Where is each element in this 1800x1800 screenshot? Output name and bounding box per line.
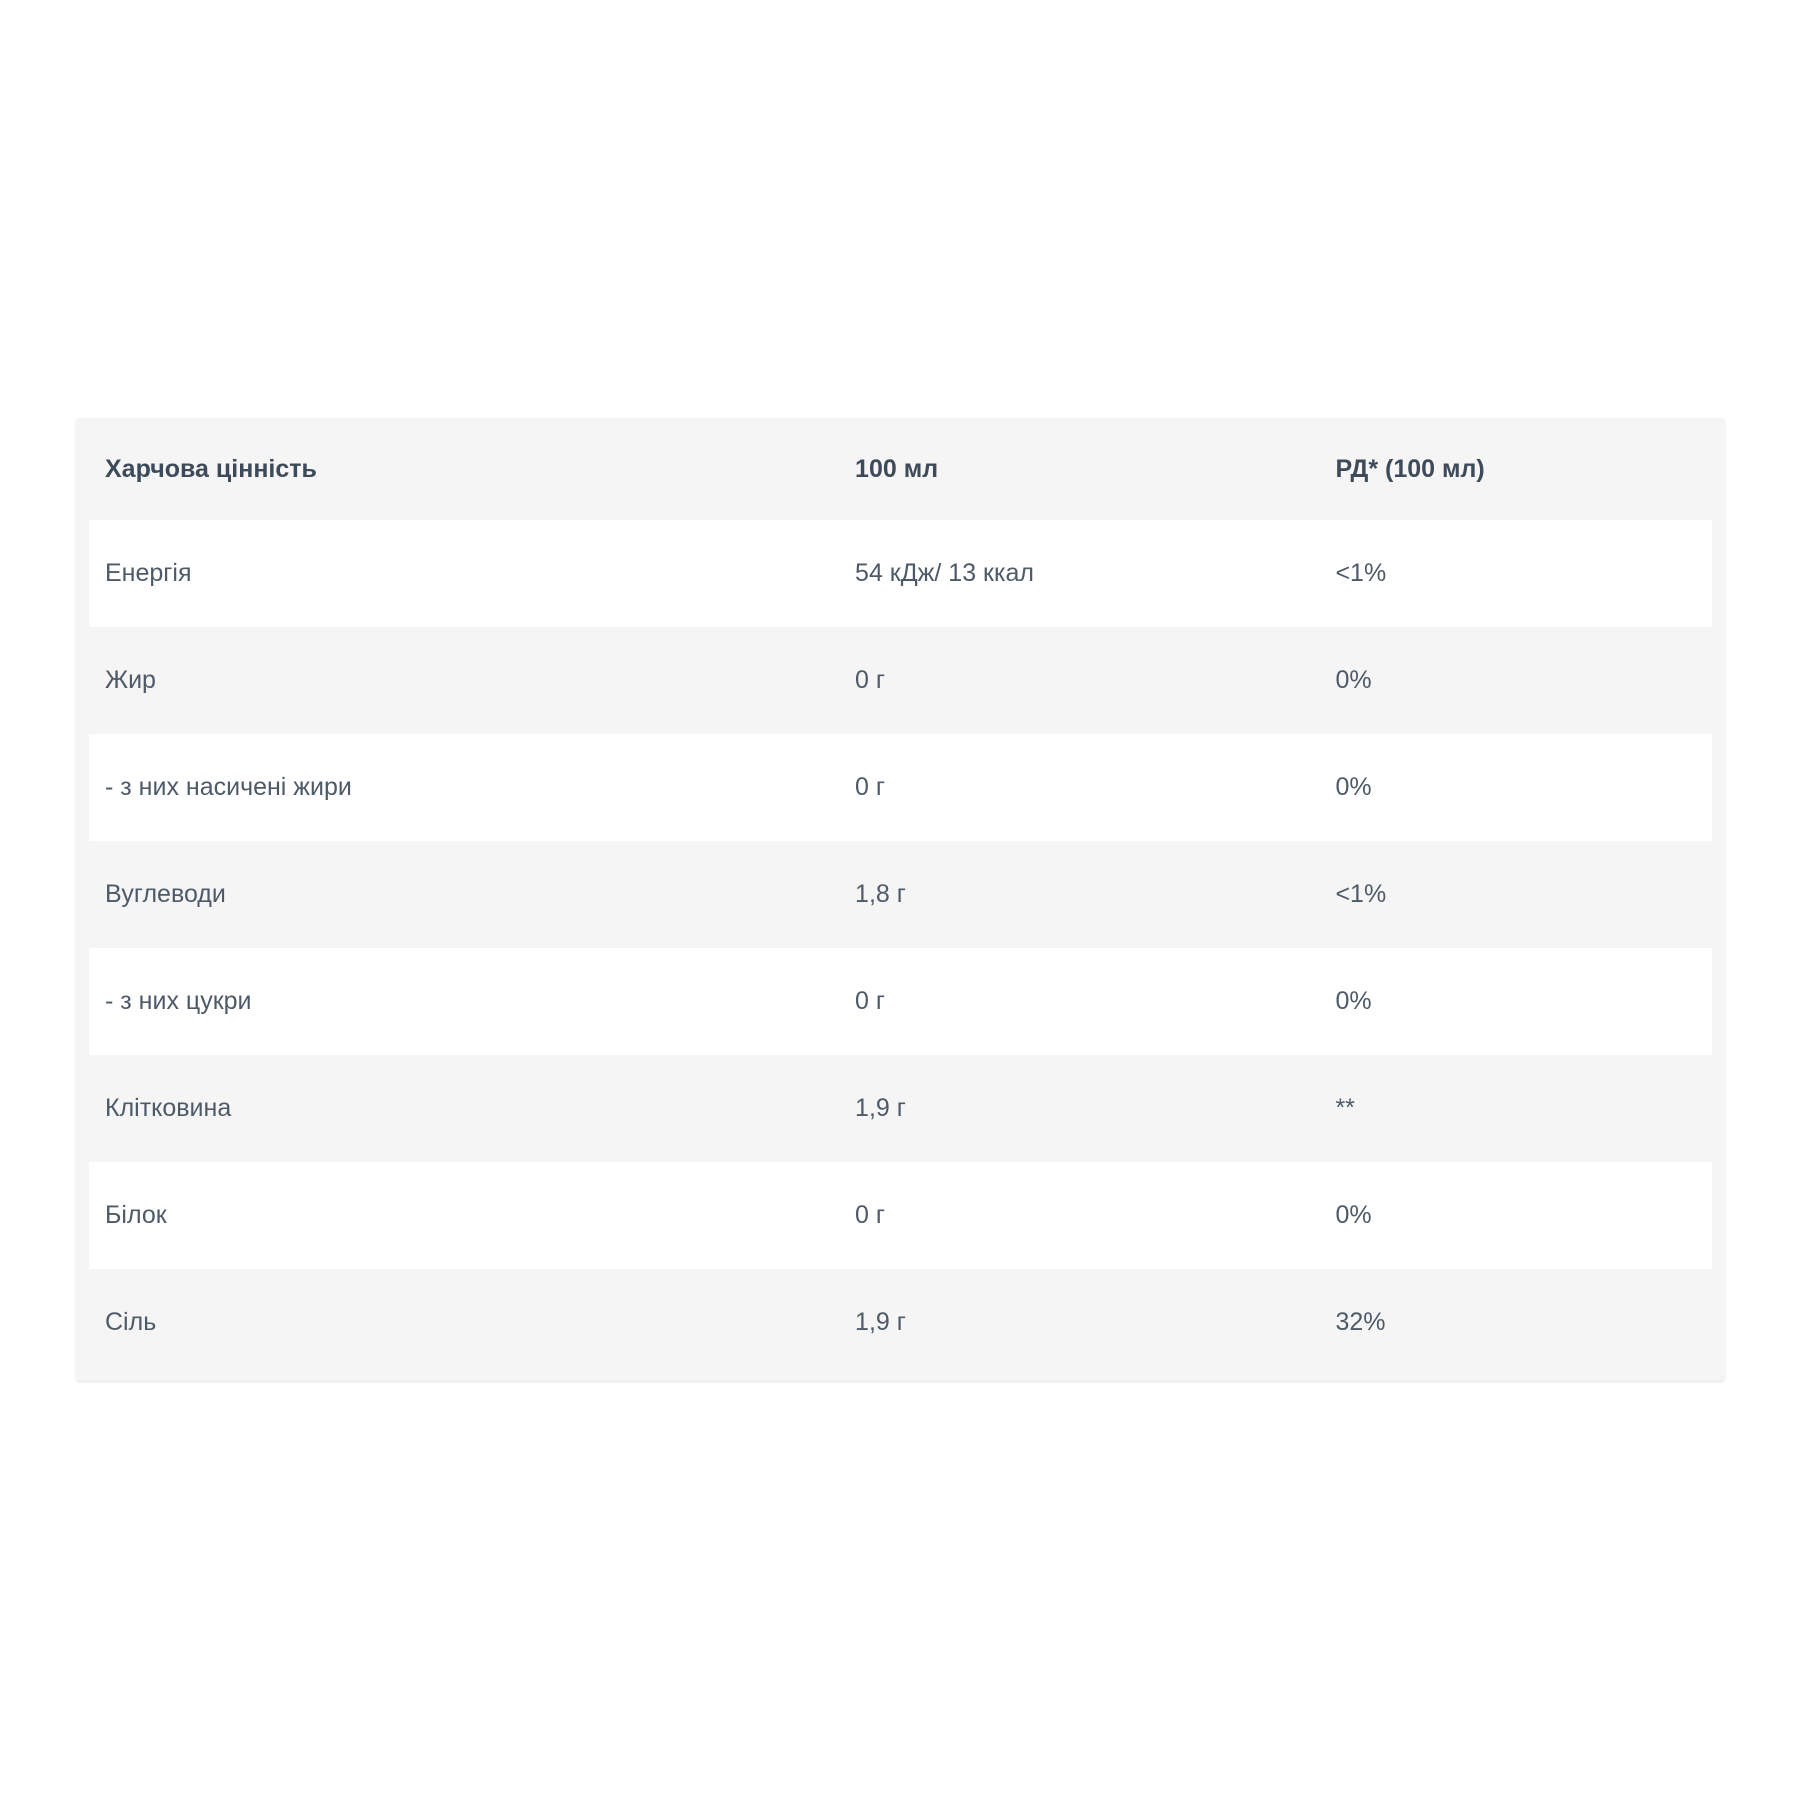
nutrient-value: 0 г (855, 666, 886, 694)
nutrient-label: Білок (105, 1201, 167, 1229)
nutrient-value: 1,8 г (855, 880, 906, 908)
table-row (89, 627, 1712, 734)
nutrient-value: 0 г (855, 1201, 886, 1229)
nutrient-label: Клітковина (105, 1094, 232, 1122)
nutrient-value: 0 г (855, 987, 886, 1015)
nutrient-rda: 0% (1335, 987, 1372, 1015)
nutrient-label: Вуглеводи (105, 880, 226, 908)
nutrient-rda: <1% (1335, 880, 1387, 908)
table-row (89, 520, 1712, 627)
table-row (89, 841, 1712, 948)
nutrition-table-body (89, 520, 1712, 1376)
nutrient-rda: 32% (1335, 1308, 1386, 1336)
nutrient-label: Енергія (105, 559, 192, 587)
nutrient-value: 1,9 г (855, 1308, 906, 1336)
nutrient-rda: ** (1335, 1094, 1355, 1122)
table-row (89, 1162, 1712, 1269)
column-header-per-100ml: 100 мл (855, 454, 939, 483)
table-row (89, 948, 1712, 1055)
nutrient-value: 0 г (855, 773, 886, 801)
nutrition-table (89, 418, 1712, 1376)
nutrient-label: Сіль (105, 1308, 157, 1336)
nutrient-label: Жир (105, 666, 156, 694)
nutrient-value: 1,9 г (855, 1094, 906, 1122)
table-row (89, 734, 1712, 841)
nutrient-value: 54 кДж/ 13 ккал (855, 559, 1034, 587)
nutrient-rda: 0% (1335, 666, 1372, 694)
nutrition-facts-card (76, 418, 1725, 1381)
nutrient-rda: <1% (1335, 559, 1387, 587)
nutrient-rda: 0% (1335, 1201, 1372, 1229)
nutrition-table-header (89, 418, 1712, 520)
table-row (89, 1269, 1712, 1376)
nutrient-label: - з них насичені жири (105, 773, 352, 801)
table-row (89, 1055, 1712, 1162)
header-row (89, 418, 1712, 520)
column-header-rda: РД* (100 мл) (1335, 454, 1485, 483)
nutrient-label: - з них цукри (105, 987, 252, 1015)
column-header-nutrient: Харчова цінність (105, 454, 317, 483)
nutrient-rda: 0% (1335, 773, 1372, 801)
